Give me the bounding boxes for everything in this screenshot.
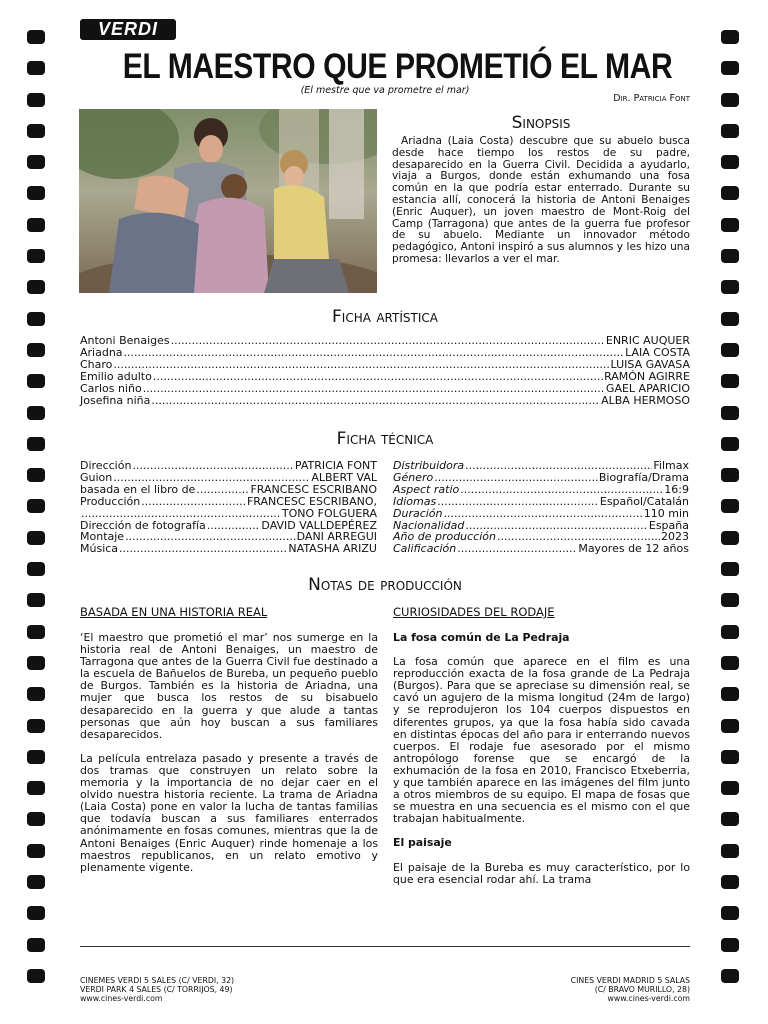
tech-heading: Ficha técnica <box>336 429 434 449</box>
film-hole <box>27 437 45 451</box>
credit-label: Guion <box>80 470 113 484</box>
film-hole <box>721 781 739 795</box>
dot-leader <box>444 508 643 520</box>
film-hole <box>27 938 45 952</box>
film-hole <box>721 406 739 420</box>
credit-row <box>80 335 690 347</box>
film-hole <box>27 312 45 326</box>
credit-row <box>80 383 690 395</box>
film-hole <box>27 875 45 889</box>
credit-row <box>80 484 377 496</box>
film-hole <box>721 280 739 294</box>
footer-website-link[interactable]: www.cines-verdi.com <box>80 994 163 1003</box>
credit-value: Mayores de 12 años <box>578 542 689 556</box>
dot-leader <box>196 484 249 496</box>
film-hole <box>721 124 739 138</box>
credit-value: NATASHA ARIZU <box>288 542 377 556</box>
film-hole <box>27 30 45 44</box>
film-hole <box>721 249 739 263</box>
film-hole <box>721 93 739 107</box>
dot-leader <box>457 543 577 555</box>
credit-value: 2023 <box>661 530 689 544</box>
credit-label: Dirección de fotografía <box>80 518 206 532</box>
dot-leader <box>151 395 600 407</box>
credit-value: Biografía/Drama <box>598 470 689 484</box>
footer-line: CINEMES VERDI 5 SALES (C/ VERDI, 32) <box>80 976 235 985</box>
footer-line: CINES VERDI MADRID 5 SALAS <box>570 976 690 985</box>
credit-value: DAVID VALLDEPÉREZ <box>261 518 377 532</box>
footer-left <box>80 976 234 1003</box>
credit-label: Antoni Benaiges <box>80 334 170 347</box>
dot-leader <box>207 520 261 532</box>
film-hole <box>27 374 45 388</box>
film-hole <box>721 531 739 545</box>
film-hole <box>27 656 45 670</box>
credit-row <box>393 496 689 508</box>
film-hole <box>721 374 739 388</box>
film-hole <box>27 61 45 75</box>
film-still-photo <box>79 109 377 293</box>
credit-label: Ariadna <box>80 345 123 359</box>
credit-value: LUISA GAVASA <box>610 357 690 371</box>
film-hole <box>721 61 739 75</box>
film-hole <box>27 249 45 263</box>
dot-leader <box>153 371 603 383</box>
film-hole <box>721 186 739 200</box>
credit-label: basada en el libro de <box>80 482 196 496</box>
credit-label: Año de producción <box>393 530 497 544</box>
credit-row <box>80 508 377 520</box>
credit-label: Carlos niño <box>80 381 142 395</box>
credit-row <box>80 359 690 371</box>
footer-website-link[interactable]: www.cines-verdi.com <box>607 994 690 1003</box>
credit-value: PATRICIA FONT <box>294 459 377 472</box>
credit-value: Filmax <box>653 459 689 472</box>
film-hole <box>27 562 45 576</box>
film-hole <box>27 186 45 200</box>
film-hole <box>27 719 45 733</box>
dot-leader <box>119 543 287 555</box>
credit-label: Producción <box>80 494 141 508</box>
notes-left-column <box>80 632 378 886</box>
film-hole <box>27 93 45 107</box>
notes-right-heading: CURIOSIDADES DEL RODAJE <box>393 605 555 619</box>
credit-value: FRANCESC ESCRIBANO, <box>246 494 377 508</box>
film-strip-right <box>721 30 739 1000</box>
credit-value: LAIA COSTA <box>625 345 690 359</box>
film-hole <box>721 875 739 889</box>
film-hole <box>721 155 739 169</box>
credit-label: Josefina niña <box>80 393 151 407</box>
credit-label: Emilio adulto <box>80 369 152 383</box>
credit-row <box>80 543 377 555</box>
dot-leader <box>132 460 293 472</box>
page-title: EL MAESTRO QUE PROMETIÓ EL MAR <box>122 47 673 86</box>
credit-label: Distribuidora <box>393 459 465 472</box>
credit-label: Idiomas <box>393 494 437 508</box>
film-hole <box>721 562 739 576</box>
credit-value: ALBA HERMOSO <box>601 393 690 407</box>
film-hole <box>721 437 739 451</box>
film-hole <box>721 750 739 764</box>
credit-label: Aspect ratio <box>393 482 460 496</box>
credit-value: España <box>648 518 689 532</box>
notes-right-paragraph: El paisaje de la Bureba es muy característico, por lo que era esencial rodar ahí. La trama <box>393 860 690 886</box>
notes-heading: Notas de producción <box>308 575 462 595</box>
footer-line: VERDI PARK 4 SALES (C/ TORRIJOS, 49) <box>80 985 233 994</box>
synopsis-text: Ariadna (Laia Costa) descubre que su abuelo busca desde hace tiempo los restos de su padre, desaparecido en la Guerra Civil. Decidida a ayudarlo, viaja a Burgos, donde están exhumando una fosa común en la que podría estar enterrado. Durante su estancia allí, conocerá la historia de Antoni Benaiges (Enric Auquer), un joven maestro de Mont-Roig del Camp (Tarragona) que antes de la guerra fue profesor de su abuelo. Mediante un innovador método pedagógico, Antoni inspiró a sus alumnos y les hizo una promesa: llevarlos a ver el mar. <box>392 135 690 265</box>
film-hole <box>721 687 739 701</box>
film-hole <box>27 906 45 920</box>
film-hole <box>721 969 739 983</box>
film-hole <box>721 906 739 920</box>
notes-right-paragraph: La fosa común que aparece en el film es una reproducción exacta de la fosa grande de La Pedraja (Burgos). Para que se apreciase su dimensión real, se cavó un agujero de la misma longitud (24m de largo) y se reprodujeron los 104 cuerpos dispuestos en diferentes grupos, ya que la fosa había sido cavada en distintas épocas del año para ir enterrando nuevos cuerpos. El rodaje fue asesorado por el mismo antropólogo forense que se encargó de la exhumación de la fosa en 2010, Francisco Etxeberria, y que también aparece en las imágenes del film junto a otros miembros de su equipo. El mapa de fosas que se muestra en una secuencia es el mismo con el que trabajan habitualmente. <box>393 655 690 826</box>
dot-leader <box>113 359 609 371</box>
notes-right-column <box>393 632 690 886</box>
footer-divider <box>80 946 690 947</box>
credit-value: 110 min <box>643 506 689 520</box>
film-hole <box>27 280 45 294</box>
credit-label: Género <box>393 470 434 484</box>
dot-leader <box>460 484 663 496</box>
film-hole <box>721 844 739 858</box>
film-hole <box>27 750 45 764</box>
film-info-list <box>393 460 689 555</box>
credit-row <box>80 496 377 508</box>
dot-leader <box>81 508 281 520</box>
film-hole <box>27 218 45 232</box>
original-title: (El mestre que va prometre el mar) <box>300 85 470 96</box>
notes-left-heading: BASADA EN UNA HISTORIA REAL <box>80 605 268 619</box>
film-hole <box>27 687 45 701</box>
film-hole <box>27 343 45 357</box>
credit-label: Dirección <box>80 459 132 472</box>
film-hole <box>27 625 45 639</box>
credit-value: RAMÓN AGIRRE <box>604 369 690 383</box>
notes-left-paragraph: La película entrelaza pasado y presente a través de dos tramas que construyen un relato sobre la memoria y la importancia de no dejar caer en el olvido nuestra historia reciente. La trama de Ariadna (Laia Costa) pone en valor la lucha de tantas familias que todavía buscan a sus familiares enterrados anónimamente en fosas comunes, mientras que la de Antoni Benaiges (Enric Auquer) rinde homenaje a los maestros republicanos, en un relato emotivo y plenamente vigente. <box>80 751 378 874</box>
film-hole <box>27 124 45 138</box>
credit-label: Música <box>80 542 119 556</box>
cast-heading: Ficha artística <box>332 307 438 327</box>
film-hole <box>721 625 739 639</box>
dot-leader <box>143 383 605 395</box>
dot-leader <box>437 496 599 508</box>
credit-value: TONO FOLGUERA <box>281 506 377 520</box>
film-hole <box>721 938 739 952</box>
film-hole <box>721 312 739 326</box>
film-hole <box>721 812 739 826</box>
credit-value: Español/Catalán <box>599 494 689 508</box>
cast-list <box>80 335 690 406</box>
credit-row <box>393 543 689 555</box>
notes-left-paragraph: ‘El maestro que prometió el mar’ nos sumerge en la historia real de Antoni Benaiges, un maestro de Tarragona que antes de la Guerra Civil fue destinado a la escuela de Bañuelos de Bureba, un pequeño pueblo de Burgos. También es la historia de Ariadna, una mujer que busca los restos de su bisabuelo desaparecido en la guerra y que alude a tantas personas que aún hoy buscan a sus familiares desaparecidos. <box>80 631 378 741</box>
credit-label: Calificación <box>393 542 457 556</box>
film-hole <box>27 969 45 983</box>
film-hole <box>27 406 45 420</box>
dot-leader <box>171 335 605 347</box>
film-hole <box>721 343 739 357</box>
credit-row <box>393 484 689 496</box>
credit-row <box>80 395 690 407</box>
credit-label: Nacionalidad <box>393 518 465 532</box>
credit-row <box>80 347 690 359</box>
film-hole <box>27 531 45 545</box>
dot-leader <box>124 347 625 359</box>
film-hole <box>721 593 739 607</box>
film-hole <box>27 468 45 482</box>
credit-label: Charo <box>80 357 113 371</box>
credit-label: Duración <box>393 506 443 520</box>
credit-value: ALBERT VAL <box>311 470 377 484</box>
credit-row <box>393 508 689 520</box>
credit-value: DANI ARREGUI <box>296 530 377 544</box>
film-hole <box>721 719 739 733</box>
dot-leader <box>125 531 296 543</box>
notes-subheading: La fosa común de La Pedraja <box>393 631 570 644</box>
film-hole <box>27 812 45 826</box>
film-hole <box>721 218 739 232</box>
film-hole <box>27 781 45 795</box>
film-hole <box>721 656 739 670</box>
film-hole <box>27 155 45 169</box>
film-hole <box>721 499 739 513</box>
crew-list <box>80 460 377 555</box>
credit-row <box>80 371 690 383</box>
credit-value: FRANCESC ESCRIBANO <box>250 482 377 496</box>
film-hole <box>27 593 45 607</box>
credit-value: 16:9 <box>664 482 689 496</box>
credit-value: GAEL APARICIO <box>605 381 690 395</box>
verdi-logo: VERDI <box>80 19 176 40</box>
dot-leader <box>141 496 246 508</box>
notes-subheading: El paisaje <box>393 836 452 850</box>
credit-label: Montaje <box>80 530 125 544</box>
footer-right <box>571 976 690 1003</box>
director-credit: Dir. Patricia Font <box>613 93 690 104</box>
film-hole <box>721 468 739 482</box>
film-hole <box>27 499 45 513</box>
film-strip-left <box>27 30 45 1000</box>
credit-value: ENRIC AUQUER <box>605 334 690 347</box>
film-hole <box>721 30 739 44</box>
synopsis-heading: Sinopsis <box>511 113 571 133</box>
film-hole <box>27 844 45 858</box>
footer-line: (C/ BRAVO MURILLO, 28) <box>594 985 690 994</box>
